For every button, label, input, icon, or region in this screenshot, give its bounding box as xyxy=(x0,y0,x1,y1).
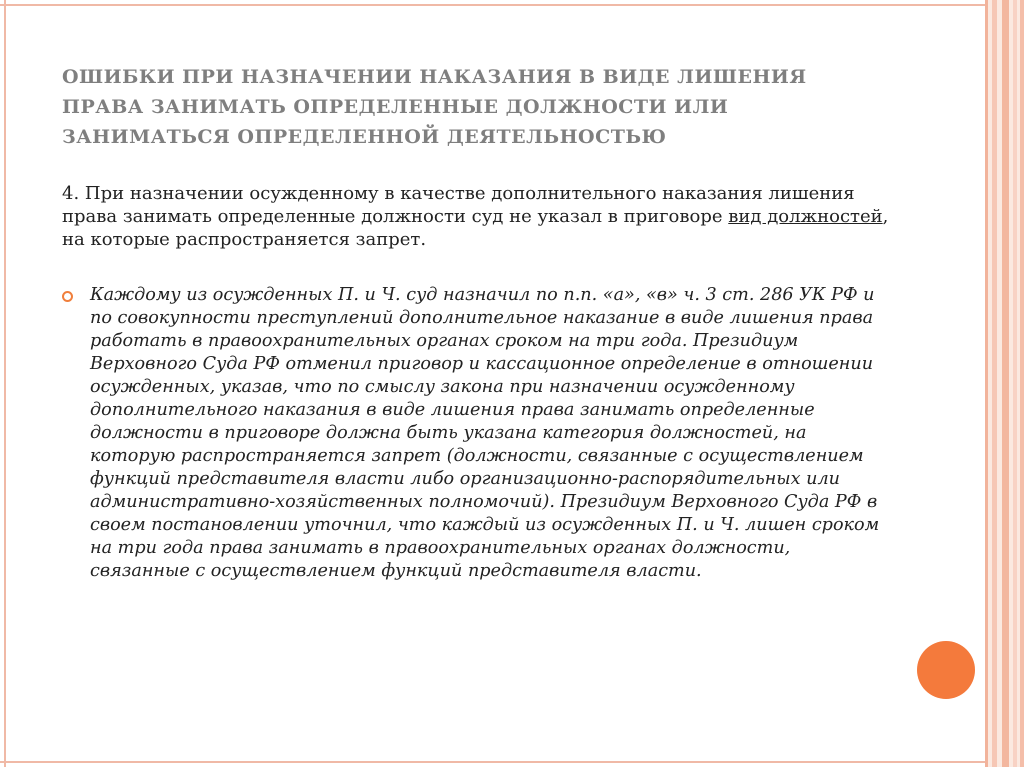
orange-circle-decoration xyxy=(917,641,975,699)
paragraph-text-before: При назначении осужденному в качестве дополнительного наказания лишения права занимать определенные должности суд не указал в приговоре xyxy=(62,183,855,227)
right-stripe xyxy=(992,0,997,767)
paragraph-number: 4. xyxy=(62,183,80,204)
frame-bottom-line xyxy=(0,761,985,763)
paragraph-text-after: , на которые распространяется запрет. xyxy=(62,206,889,250)
right-stripe xyxy=(1020,0,1024,767)
numbered-paragraph xyxy=(62,182,902,251)
paragraph-underlined-term: вид должностей xyxy=(728,206,883,227)
bullet-text: Каждому из осужденных П. и Ч. суд назначил по п.п. «а», «в» ч. 3 ст. 286 УК РФ и по совокупности преступлений дополнительное наказание в виде лишения права работать в правоохранительных органах сроком на три года. Президиум Верховного Суда РФ отменил приговор и кассационное определение в отношении осужденных, указав, что по смыслу закона при назначении осужденному дополнительного наказания в виде лишения права занимать определенные должности в приговоре должна быть указана категория должностей, на которую распространяется запрет (должности, связанные с осуществлением функций представителя власти либо организационно-распорядительных или административно-хозяйственных полномочий). Президиум Верховного Суда РФ в своем постановлении уточнил, что каждый из осужденных П. и Ч. лишен сроком на три года права занимать в правоохранительных органах должности, связанные с осуществлением функций представителя власти. xyxy=(90,285,880,581)
frame-top-line xyxy=(0,4,985,6)
right-stripe xyxy=(985,0,988,767)
frame-left-line xyxy=(4,0,6,767)
right-stripe xyxy=(1002,0,1009,767)
slide-title: ОШИБКИ ПРИ НАЗНАЧЕНИИ НАКАЗАНИЯ В ВИДЕ ЛИШЕНИЯ ПРАВА ЗАНИМАТЬ ОПРЕДЕЛЕННЫЕ ДОЛЖНОСТИ ИЛИ ЗАНИМАТЬСЯ ОПРЕДЕЛЕННОЙ ДЕЯТЕЛЬНОСТЬЮ xyxy=(62,66,807,148)
ring-bullet-icon xyxy=(62,291,73,302)
bullet-item xyxy=(62,284,892,583)
right-stripe xyxy=(1013,0,1017,767)
